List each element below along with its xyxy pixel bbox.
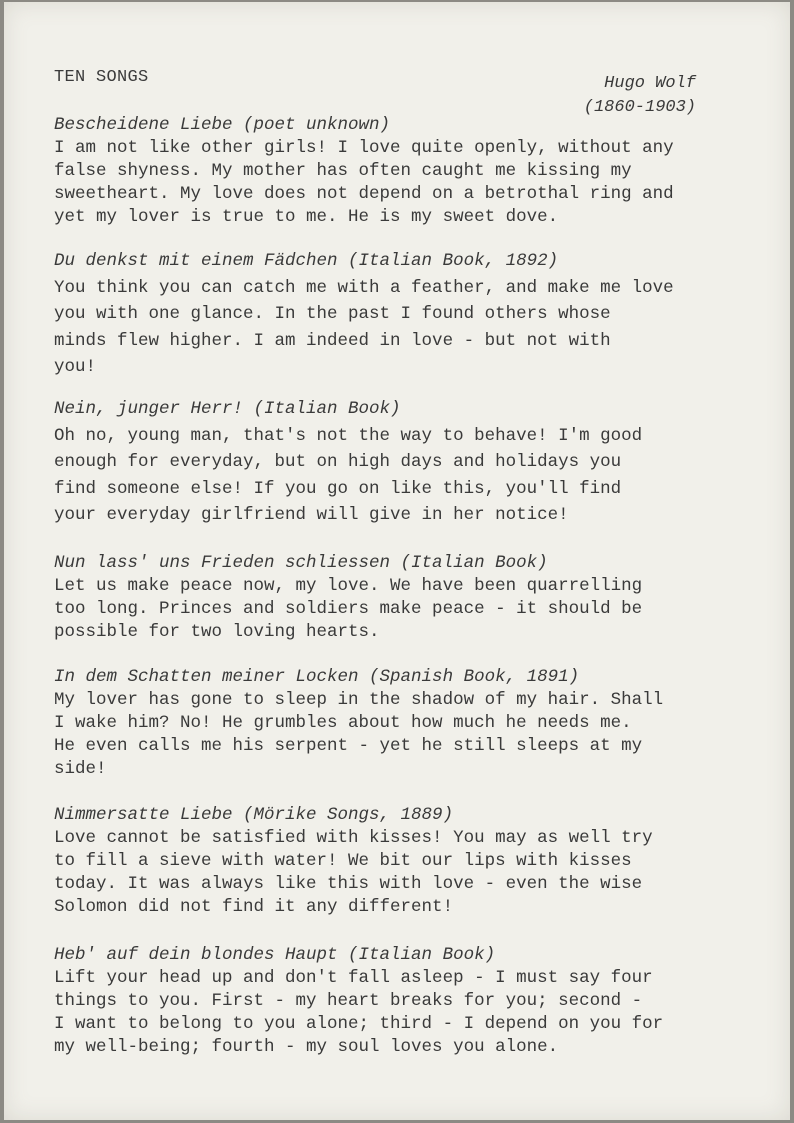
text-line: enough for everyday, but on high days and holidays you	[54, 452, 622, 472]
text-line: possible for two loving hearts.	[54, 622, 380, 642]
text-line: your everyday girlfriend will give in her notice!	[54, 505, 569, 525]
text-line: my well-being; fourth - my soul loves you alone.	[54, 1037, 559, 1057]
text-line: You think you can catch me with a feather, and make me love	[54, 277, 674, 298]
text-line: side!	[54, 759, 107, 779]
text-line: false shyness. My mother has often caught me kissing my	[54, 161, 632, 181]
song-entry	[54, 248, 754, 381]
song-translation	[54, 689, 754, 781]
text-line: Let us make peace now, my love. We have been quarrelling	[54, 576, 643, 596]
song-translation	[54, 423, 754, 529]
song-title: Nun lass' uns Frieden schliessen (Italian Book)	[54, 553, 548, 573]
composer-name: Hugo Wolf	[604, 74, 696, 93]
text-line: to fill a sieve with water! We bit our lips with kisses	[54, 851, 632, 871]
text-line: things to you. First - my heart breaks for you; second -	[54, 991, 643, 1011]
text-line: find someone else! If you go on like this, you'll find	[54, 478, 622, 499]
text-line: Oh no, young man, that's not the way to behave! I'm good	[54, 425, 643, 446]
text-line: My lover has gone to sleep in the shadow of my hair. Shall	[54, 690, 664, 710]
text-line: too long. Princes and soldiers make peace - it should be	[54, 599, 643, 619]
song-title: Heb' auf dein blondes Haupt (Italian Book)	[54, 945, 496, 965]
song-title: Nein, junger Herr! (Italian Book)	[54, 399, 401, 419]
song-entry	[54, 552, 754, 644]
text-line: sweetheart. My love does not depend on a betrothal ring and	[54, 184, 674, 204]
text-line: I want to belong to you alone; third - I depend on you for	[54, 1014, 664, 1034]
text-line: Love cannot be satisfied with kisses! You may as well try	[54, 828, 653, 848]
song-title: Du denkst mit einem Fädchen (Italian Book, 1892)	[54, 251, 559, 271]
text-line: yet my lover is true to me. He is my sweet dove.	[54, 207, 559, 227]
text-line: today. It was always like this with love - even the wise	[54, 874, 643, 894]
song-entry	[54, 114, 754, 229]
song-translation	[54, 137, 754, 229]
text-line: minds flew higher. I am indeed in love - but not with	[54, 330, 611, 351]
text-line: He even calls me his serpent - yet he still sleeps at my	[54, 736, 643, 756]
typed-page	[4, 2, 790, 1120]
song-translation	[54, 575, 754, 644]
song-entry	[54, 666, 754, 781]
song-title: In dem Schatten meiner Locken (Spanish Book, 1891)	[54, 667, 580, 687]
text-line: you with one glance. In the past I found others whose	[54, 304, 611, 324]
composer-dates: (1860-1903)	[583, 98, 696, 117]
document-title: TEN SONGS	[54, 68, 149, 87]
text-line: you!	[54, 357, 97, 377]
text-line: Solomon did not find it any different!	[54, 897, 454, 917]
song-translation	[54, 275, 754, 381]
song-entry	[54, 396, 754, 529]
song-entry	[54, 804, 754, 919]
song-translation	[54, 967, 754, 1059]
song-entry	[54, 944, 754, 1059]
text-line: I am not like other girls! I love quite openly, without any	[54, 138, 674, 158]
text-line: I wake him? No! He grumbles about how much he needs me.	[54, 713, 632, 733]
song-title: Nimmersatte Liebe (Mörike Songs, 1889)	[54, 805, 454, 825]
song-translation	[54, 827, 754, 919]
text-line: Lift your head up and don't fall asleep - I must say four	[54, 968, 653, 988]
song-title: Bescheidene Liebe (poet unknown)	[54, 115, 391, 135]
composer-block	[566, 72, 696, 120]
